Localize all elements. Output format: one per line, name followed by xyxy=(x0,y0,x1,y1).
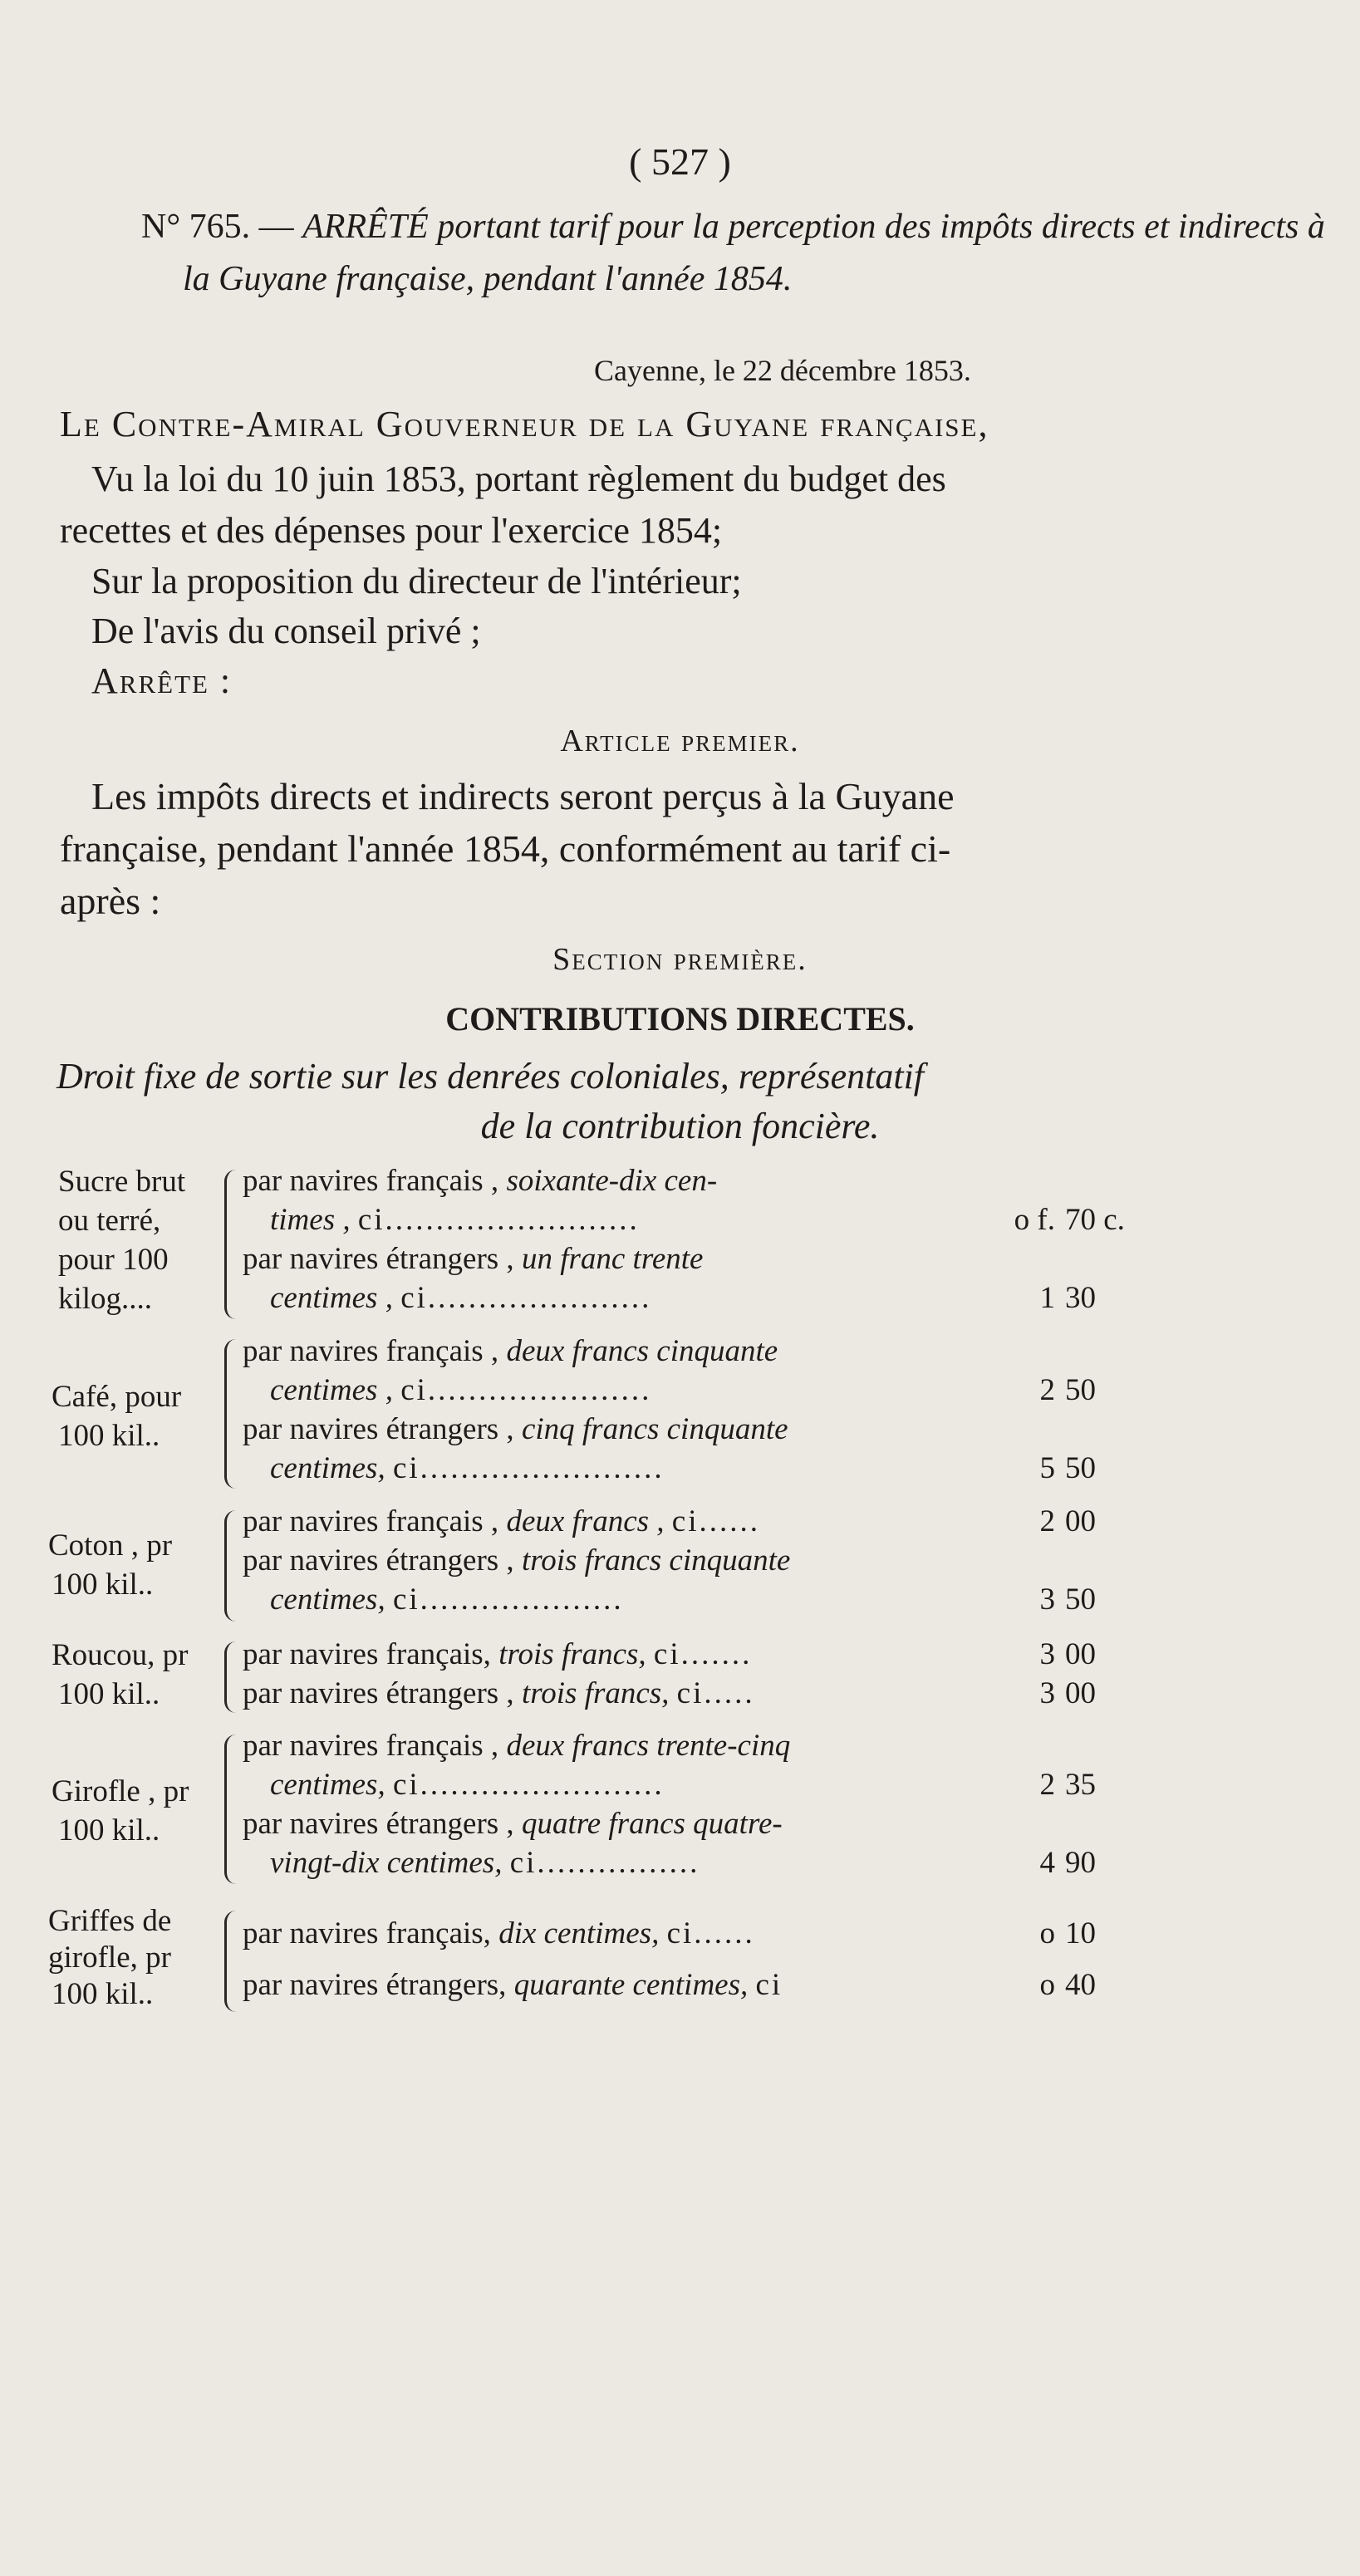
francs-value: o xyxy=(1039,1968,1055,2002)
rate-line: times , ci......................... xyxy=(270,1203,640,1237)
article-heading: Article premier. xyxy=(560,724,800,758)
centimes-value: 10 xyxy=(1065,1916,1096,1950)
brace xyxy=(224,1170,238,1319)
label-line: ou terré, xyxy=(58,1204,161,1238)
rate-line: centimes , ci...................... xyxy=(270,1281,652,1315)
label-line: 100 kil.. xyxy=(58,1419,160,1453)
brace xyxy=(224,1735,238,1884)
label-line: Sucre brut xyxy=(58,1165,186,1199)
rate-line: par navires étrangers , quatre francs quatre- xyxy=(243,1807,783,1841)
francs-value: 4 xyxy=(1039,1846,1055,1880)
label-line: girofle, pr xyxy=(48,1941,171,1975)
rate-line: centimes, ci.................... xyxy=(270,1582,624,1617)
francs-value: 5 xyxy=(1039,1451,1055,1485)
label-line: 100 kil.. xyxy=(58,1813,160,1847)
decree-title xyxy=(141,201,1329,306)
rate-line: par navires étrangers , un franc trente xyxy=(243,1242,704,1276)
rate-line: par navires étrangers, quarante centimes, ci xyxy=(243,1968,783,2002)
label-line: Coton , pr xyxy=(48,1528,173,1563)
tariff-caption-1: Droit fixe de sortie sur les denrées coloniales, représentatif xyxy=(56,1056,925,1097)
rate-line: par navires français , deux francs , ci...... xyxy=(243,1504,760,1538)
rate-line: par navires français, trois francs, ci....... xyxy=(243,1637,753,1671)
centimes-value: 50 xyxy=(1065,1582,1096,1617)
date-place: Cayenne, le 22 décembre 1853. xyxy=(594,354,971,387)
brace xyxy=(224,1510,238,1622)
francs-value: o f. xyxy=(1014,1203,1055,1237)
brace xyxy=(224,1911,238,2012)
centimes-value: 40 xyxy=(1065,1968,1096,2002)
centimes-value: 00 xyxy=(1065,1676,1096,1710)
centimes-value: 30 xyxy=(1065,1281,1096,1315)
preamble-line-2: Vu la loi du 10 juin 1853, portant règlement du budget des xyxy=(91,459,946,499)
centimes-value: 90 xyxy=(1065,1846,1096,1880)
label-line: kilog.... xyxy=(58,1282,153,1316)
centimes-value: 50 xyxy=(1065,1373,1096,1407)
rate-line: par navires français , soixante-dix cen- xyxy=(243,1164,718,1198)
rate-line: par navires étrangers , trois francs, ci..... xyxy=(243,1676,755,1710)
arrete-heading: Arrête : xyxy=(91,660,233,701)
centimes-value: 70 c. xyxy=(1065,1203,1125,1237)
francs-value: 3 xyxy=(1039,1582,1055,1617)
brace xyxy=(224,1641,238,1713)
rate-line: par navires français, dix centimes, ci...... xyxy=(243,1916,755,1950)
section-subheading: CONTRIBUTIONS DIRECTES. xyxy=(445,1000,915,1038)
rate-line: par navires français , deux francs trente-cinq xyxy=(243,1729,791,1763)
preamble-line-3: recettes et des dépenses pour l'exercice 1854; xyxy=(60,510,723,551)
francs-value: 2 xyxy=(1039,1768,1055,1802)
label-line: Griffes de xyxy=(48,1904,172,1938)
article-line-2: française, pendant l'année 1854, conformément au tarif ci- xyxy=(60,827,951,870)
label-line: 100 kil.. xyxy=(52,1568,154,1602)
francs-value: 3 xyxy=(1039,1676,1055,1710)
preamble-line-4: Sur la proposition du directeur de l'intérieur; xyxy=(91,561,742,601)
decree-number: N° 765. — xyxy=(141,208,294,246)
brace xyxy=(224,1339,238,1489)
centimes-value: 00 xyxy=(1065,1637,1096,1671)
decree-title-text: ARRÊTÉ portant tarif pour la perception des impôts directs et indirects à la Guyane française, pendant l'année 1854. xyxy=(183,208,1325,298)
rate-line: centimes, ci........................ xyxy=(270,1451,665,1485)
francs-value: 3 xyxy=(1039,1637,1055,1671)
centimes-value: 50 xyxy=(1065,1451,1096,1485)
page-number: ( 527 ) xyxy=(629,140,731,183)
label-line: Roucou, pr xyxy=(52,1638,189,1672)
label-line: pour 100 xyxy=(58,1243,169,1277)
rate-line: par navires étrangers , cinq francs cinquante xyxy=(243,1412,788,1446)
label-line: Girofle , pr xyxy=(52,1774,189,1808)
section-heading: Section première. xyxy=(552,942,808,977)
centimes-value: 00 xyxy=(1065,1504,1096,1538)
rate-line: centimes, ci........................ xyxy=(270,1768,665,1802)
label-line: 100 kil.. xyxy=(52,1977,154,2011)
article-line-1: Les impôts directs et indirects seront perçus à la Guyane xyxy=(91,775,955,817)
label-line: 100 kil.. xyxy=(58,1677,160,1711)
rate-line: par navires étrangers , trois francs cinquante xyxy=(243,1543,791,1577)
rate-line: par navires français , deux francs cinquante xyxy=(243,1334,778,1368)
tariff-caption-2: de la contribution foncière. xyxy=(480,1106,880,1146)
article-line-3: après : xyxy=(60,880,161,922)
francs-value: 2 xyxy=(1039,1373,1055,1407)
rate-line: vingt-dix centimes, ci................ xyxy=(270,1846,700,1880)
preamble-line-5: De l'avis du conseil privé ; xyxy=(91,611,481,651)
francs-value: 1 xyxy=(1039,1281,1055,1315)
rate-line: centimes , ci...................... xyxy=(270,1373,652,1407)
preamble-line-1: Le Contre-Amiral Gouverneur de la Guyane française, xyxy=(60,404,989,444)
francs-value: 2 xyxy=(1039,1504,1055,1538)
label-line: Café, pour xyxy=(52,1380,182,1414)
francs-value: o xyxy=(1039,1916,1055,1950)
centimes-value: 35 xyxy=(1065,1768,1096,1802)
